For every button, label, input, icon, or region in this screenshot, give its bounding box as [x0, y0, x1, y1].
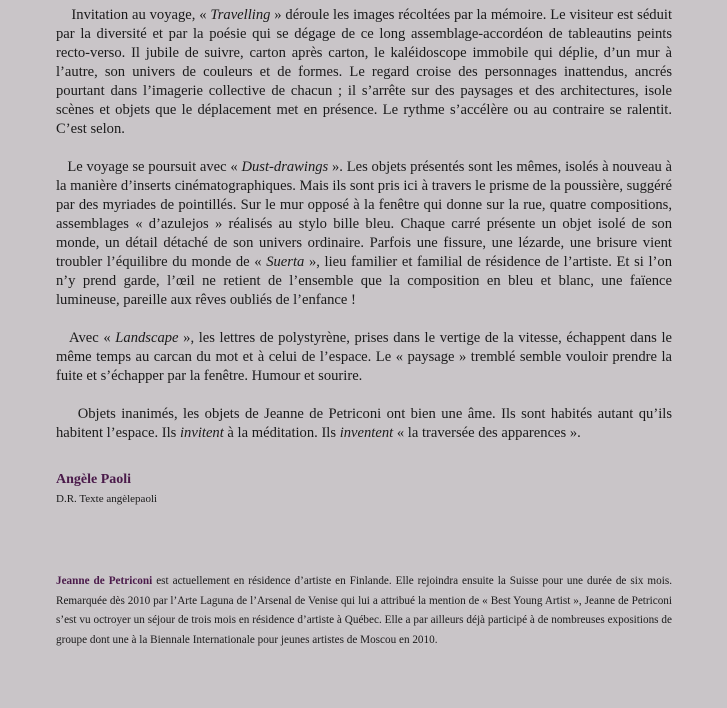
paragraph-indent [56, 159, 67, 175]
italic-title: inventent [339, 425, 394, 441]
author-credit: D.R. Texte angèlepaoli [56, 493, 158, 505]
paragraph-text: Avec « [69, 330, 116, 346]
article [56, 6, 672, 650]
italic-title: Suerta [266, 254, 305, 270]
author-name: Angèle Paoli [56, 472, 132, 487]
paragraph-text: Objets inanimés, les objets de Jeanne de Petriconi ont bien une âme. Ils sont habités autant qu’ils habitent l’espace. Ils [56, 406, 672, 441]
paragraph-text: », lieu familier et familial de résidence de l’artiste. Et si l’on n’y prend garde, l’œil ne retient de l’ensemble que la composition en bleu et blanc, une faïence lumineuse, pareille aux rêves oubliés de l’enfance ! [56, 254, 672, 308]
paragraph-text: ». Les objets présentés sont les mêmes, isolés à nouveau à la manière d’inserts cinématographiques. Mais ils sont pris ici à travers le prisme de la poussière, suggéré par des myriades de pointillés. Sur le mur opposé à la fenêtre qui donne sur la rue, quatre compositions, assemblages « d’azulejos » réalisés au stylo bille bleu. Chaque carré présente un objet isolé de son monde, un détail détaché de son univers ordinaire. Parfois une fissure, une lézarde, une brisure vient troubler l’équilibre du monde de « [56, 159, 673, 270]
paragraph-indent [56, 406, 78, 422]
paragraph-text: » déroule les images récoltées par la mémoire. Le visiteur est séduit par la diversité et par la poésie qui se dégage de ce long assemblage-accordéon de tableautins peints recto-verso. Il jubile de suivre, carton après carton, le kaléidoscope immobile qui déplie, d’un mur à l’autre, son univers de couleurs et de formes. Le regard croise des personnages inattendus, ancrés pourtant dans l’imagerie collective de chacun ; il s’arrête sur des paysages et des architectures, isole scènes et objets que le déplacement met en présence. Le rythme s’accélère ou au contraire se ralentit. C’est selon. [56, 7, 673, 137]
italic-title: invitent [180, 425, 224, 441]
artist-bio [56, 572, 672, 650]
paragraph [56, 6, 672, 139]
article-body [56, 6, 672, 443]
paragraph [56, 405, 672, 443]
artist-name: Jeanne de Petriconi [56, 575, 153, 587]
paragraph [56, 158, 672, 310]
bio-text: est actuellement en résidence d’artiste en Finlande. Elle rejoindra ensuite la Suisse pour une durée de six mois. Remarquée dès 2010 par l’Arte Laguna de l’Arsenal de Venise qui lui a attribué la mention de « Best Young Artist », Jeanne de Petriconi s’est vu octroyer un séjour de trois mois en résidence d’artiste à Québec. Elle a par ailleurs déjà participé à de nombreuses expositions de groupe dont une à la Biennale Internationale pour jeunes artistes de Moscou en 2010. [56, 575, 672, 646]
paragraph [56, 329, 672, 386]
italic-title: Dust-drawings [241, 159, 329, 175]
italic-title: Landscape [115, 330, 179, 346]
paragraph-text: « la traversée des apparences ». [393, 425, 581, 441]
italic-title: Travelling [210, 7, 271, 23]
paragraph-text: à la méditation. Ils [223, 425, 340, 441]
paragraph-text: », les lettres de polystyrène, prises dans le vertige de la vitesse, échappent dans le même temps au carcan du mot et à celui de l’espace. Le « paysage » tremblé semble vouloir prendre la fuite et s’échapper par la fenêtre. Humour et sourire. [56, 330, 672, 384]
paragraph-indent [56, 330, 69, 346]
paragraph-text: Le voyage se poursuit avec « [67, 159, 242, 175]
paragraph-indent [56, 7, 71, 23]
paragraph-text: Invitation au voyage, « [71, 7, 211, 23]
